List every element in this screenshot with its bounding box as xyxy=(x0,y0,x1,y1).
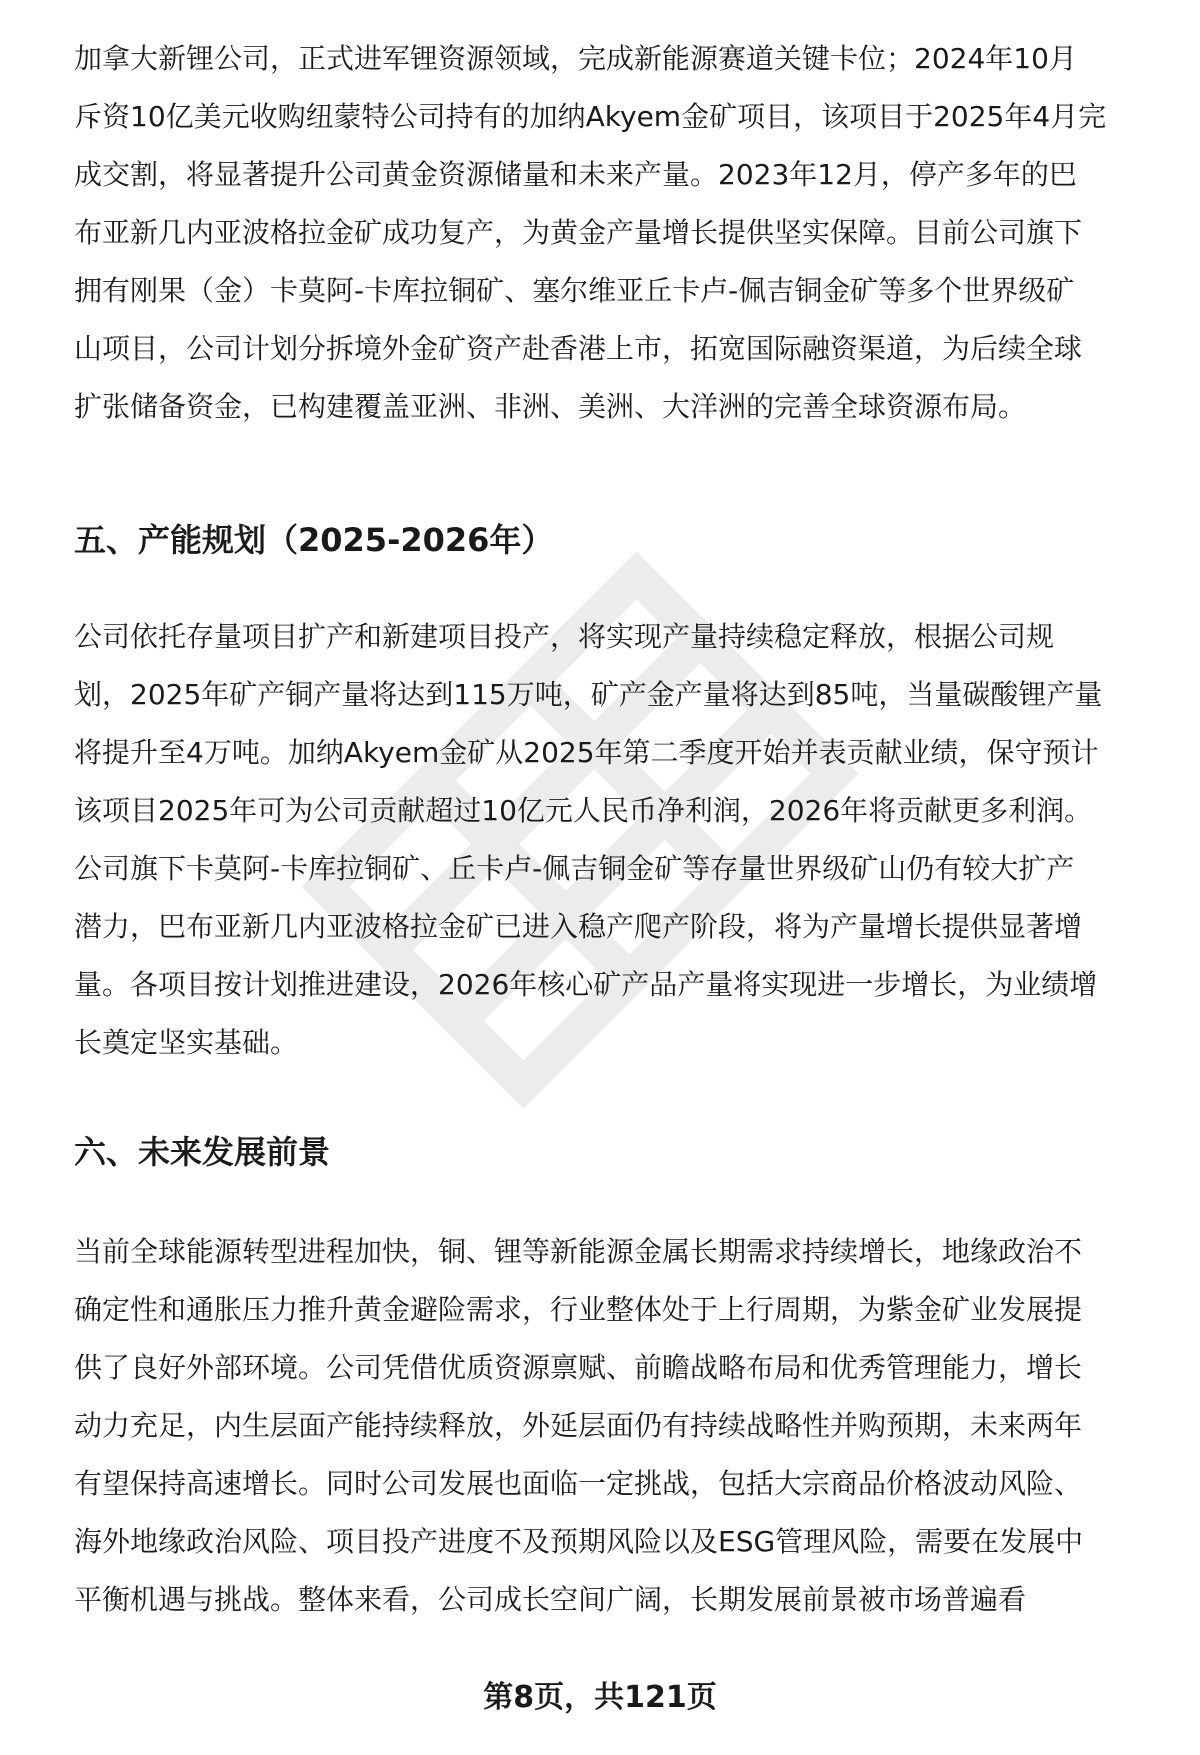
section-heading-capacity-plan: 五、产能规划（2025-2026年） xyxy=(74,521,554,559)
text-line: 山项目，公司计划分拆境外金矿资产赴香港上市，拓宽国际融资渠道，为后续全球 xyxy=(74,332,1083,365)
text-line: 海外地缘政治风险、项目投产进度不及预期风险以及ESG管理风险，需要在发展中 xyxy=(74,1525,1084,1558)
text-line: 平衡机遇与挑战。整体来看，公司成长空间广阔，长期发展前景被市场普遍看 xyxy=(74,1583,1027,1616)
text-line: 确定性和通胀压力推升黄金避险需求，行业整体处于上行周期，为紫金矿业发展提 xyxy=(74,1293,1083,1326)
text-line: 公司旗下卡莫阿-卡库拉铜矿、丘卡卢-佩吉铜金矿等存量世界级矿山仍有较大扩产 xyxy=(74,852,1075,885)
text-line: 拥有刚果（金）卡莫阿-卡库拉铜矿、塞尔维亚丘卡卢-佩吉铜金矿等多个世界级矿 xyxy=(74,274,1075,307)
text-line: 成交割，将显著提升公司黄金资源储量和未来产量。2023年12月，停产多年的巴 xyxy=(74,158,1077,191)
intro-paragraph xyxy=(74,30,1164,436)
text-line: 布亚新几内亚波格拉金矿成功复产，为黄金产量增长提供坚实保障。目前公司旗下 xyxy=(74,216,1083,249)
page-number-footer: 第8页，共121页 xyxy=(483,1680,717,1715)
text-line: 加拿大新锂公司，正式进军锂资源领域，完成新能源赛道关键卡位；2024年10月 xyxy=(74,42,1077,75)
text-line: 长奠定坚实基础。 xyxy=(74,1026,299,1059)
section-heading-future-outlook: 六、未来发展前景 xyxy=(74,1133,331,1171)
text-line: 供了良好外部环境。公司凭借优质资源禀赋、前瞻战略布局和优秀管理能力，增长 xyxy=(74,1351,1083,1384)
text-line: 将提升至4万吨。加纳Akyem金矿从2025年第二季度开始并表贡献业绩，保守预计 xyxy=(74,736,1099,769)
text-line: 扩张储备资金，已构建覆盖亚洲、非洲、美洲、大洋洲的完善全球资源布局。 xyxy=(74,390,1027,423)
capacity-plan-paragraph xyxy=(74,608,1164,1072)
future-outlook-paragraph xyxy=(74,1223,1164,1629)
text-line: 该项目2025年可为公司贡献超过10亿元人民币净利润，2026年将贡献更多利润。 xyxy=(74,794,1093,827)
text-line: 公司依托存量项目扩产和新建项目投产，将实现产量持续稳定释放，根据公司规 xyxy=(74,620,1055,653)
text-line: 量。各项目按计划推进建设，2026年核心矿产品产量将实现进一步增长，为业绩增 xyxy=(74,968,1098,1001)
text-line: 动力充足，内生层面产能持续释放，外延层面仍有持续战略性并购预期，未来两年 xyxy=(74,1409,1083,1442)
text-line: 划，2025年矿产铜产量将达到115万吨，矿产金产量将达到85吨，当量碳酸锂产量 xyxy=(74,678,1103,711)
text-line: 潜力，巴布亚新几内亚波格拉金矿已进入稳产爬产阶段，将为产量增长提供显著增 xyxy=(74,910,1083,943)
text-line: 当前全球能源转型进程加快，铜、锂等新能源金属长期需求持续增长，地缘政治不 xyxy=(74,1235,1083,1268)
text-line: 有望保持高速增长。同时公司发展也面临一定挑战，包括大宗商品价格波动风险、 xyxy=(74,1467,1083,1500)
text-line: 斥资10亿美元收购纽蒙特公司持有的加纳Akyem金矿项目，该项目于2025年4月完 xyxy=(74,100,1107,133)
